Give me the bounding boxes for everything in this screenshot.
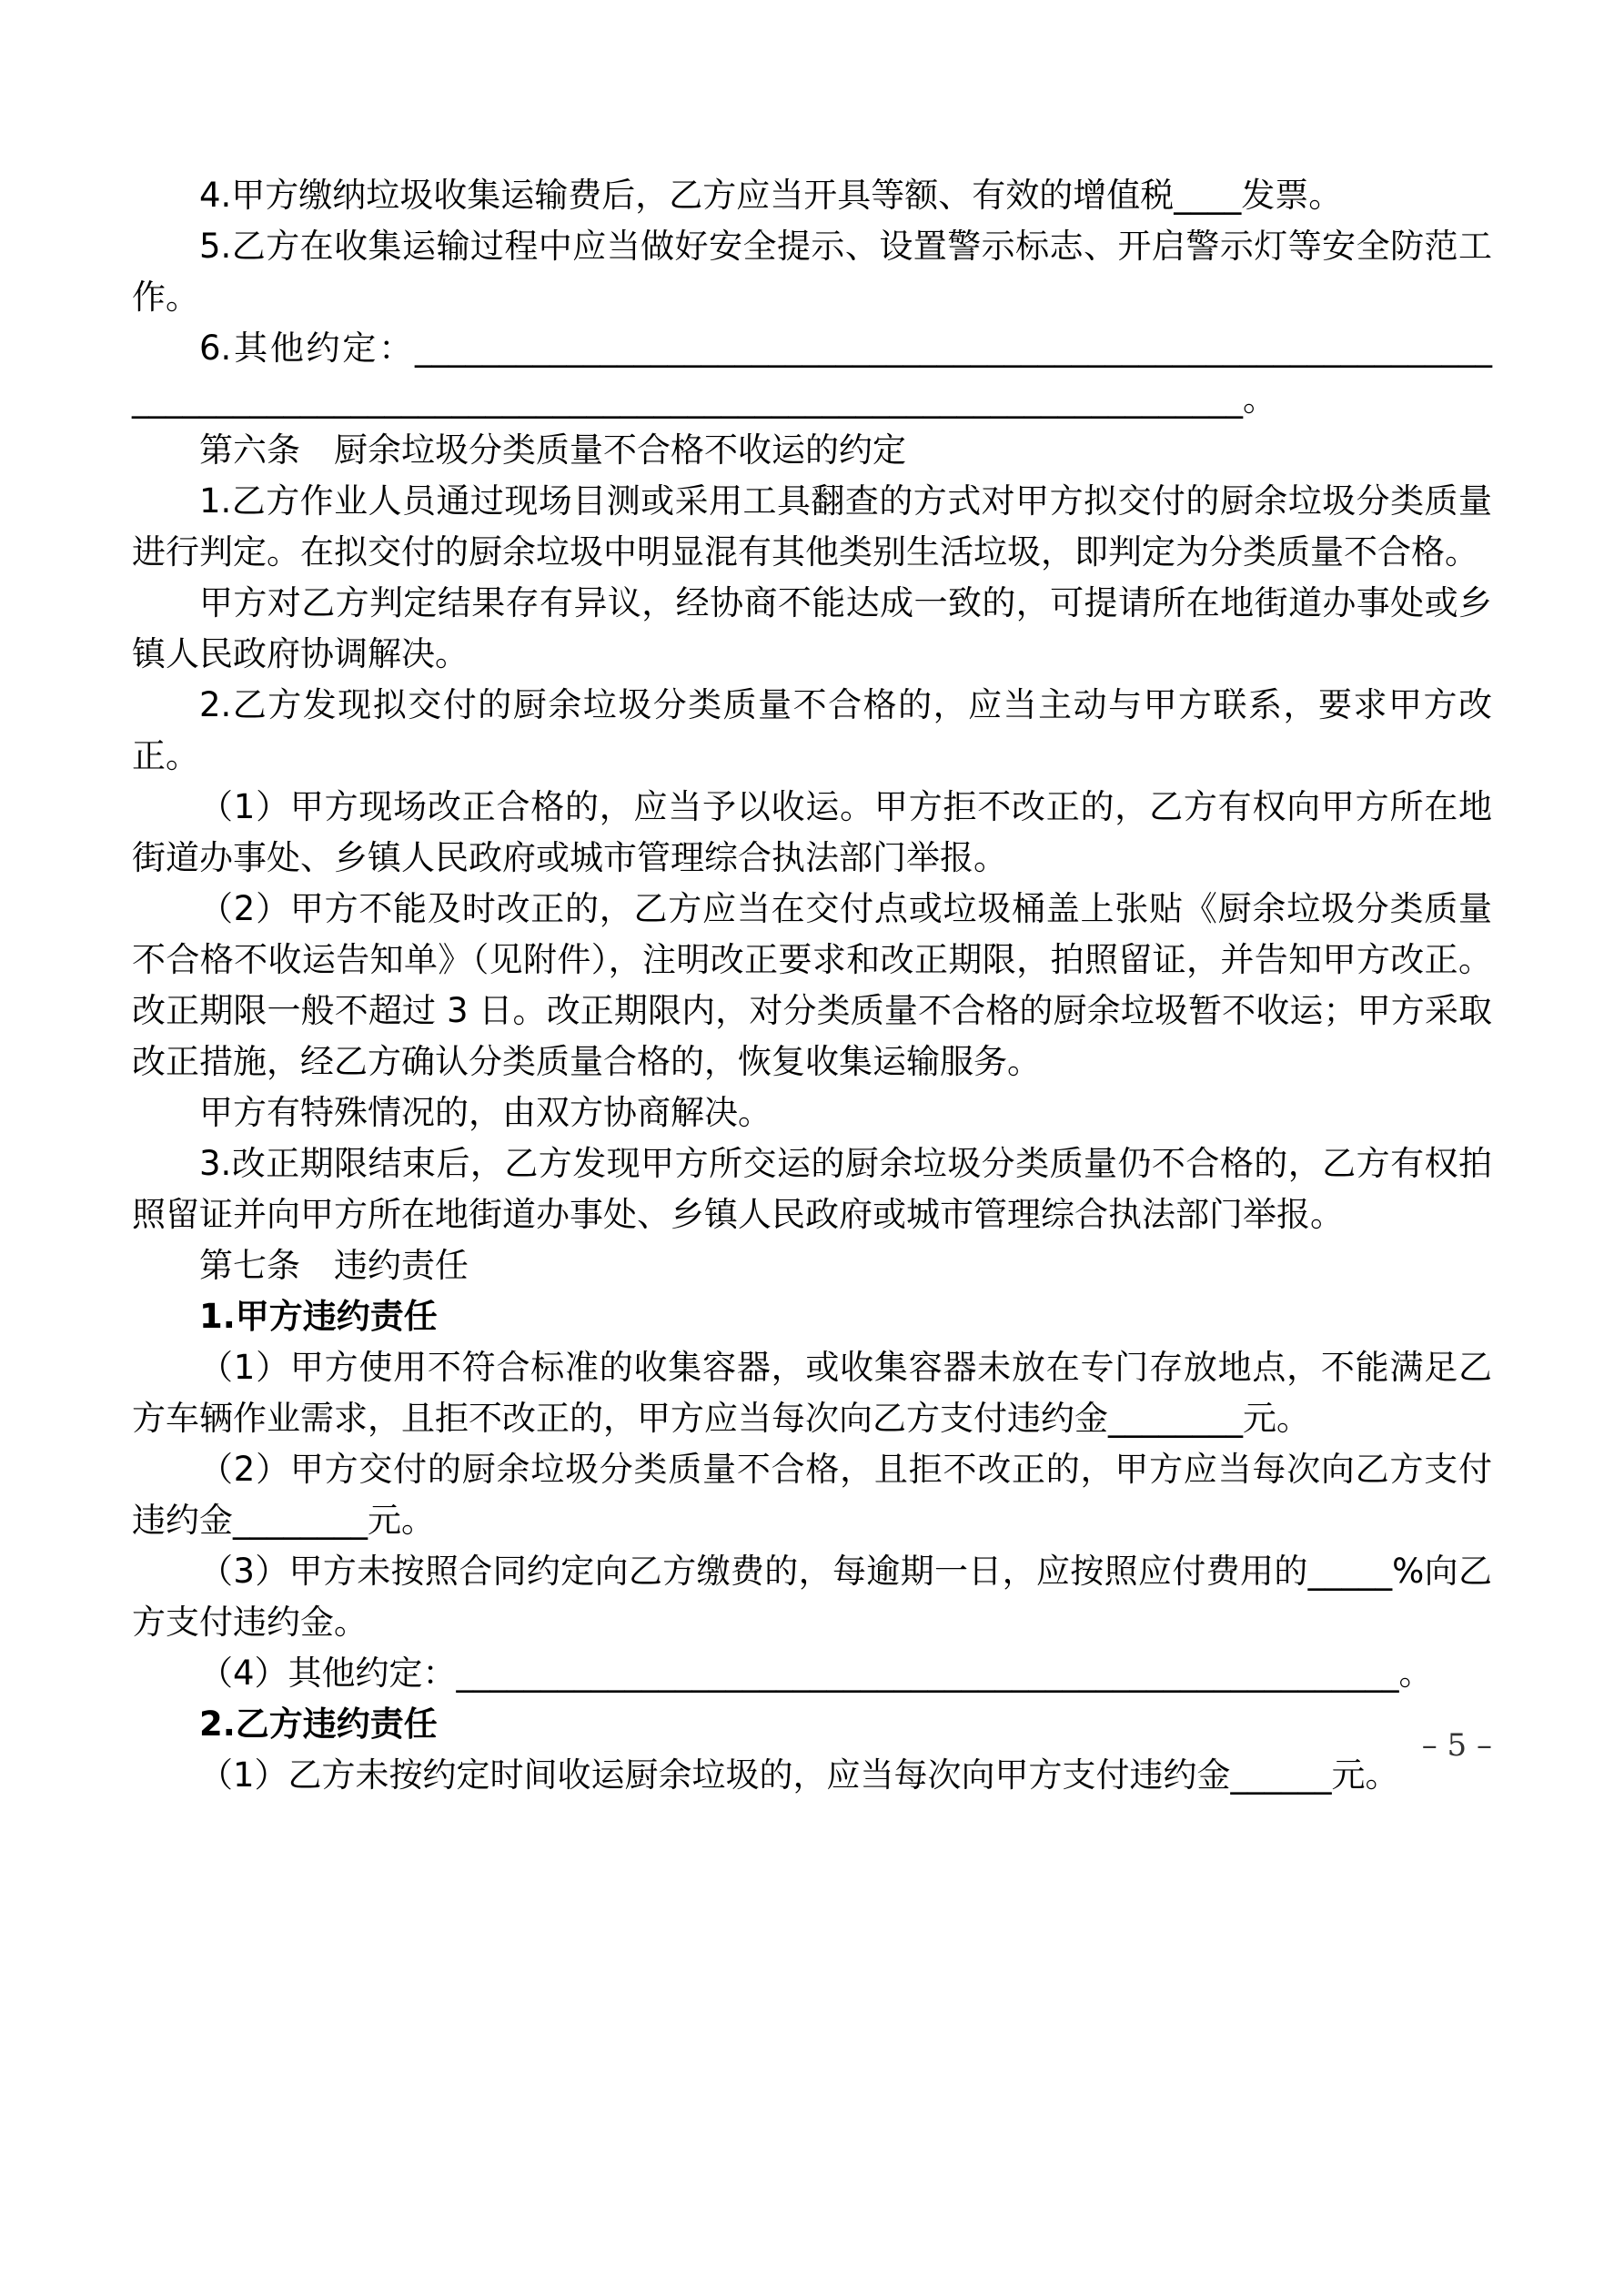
paragraph-party-a-liability-3: （3）甲方未按照合同约定向乙方缴费的，每逾期一日，应按照应付费用的_____%向乙方支付违约金。: [132, 1552, 1492, 1642]
page-number: – 5 –: [1421, 1727, 1492, 1764]
paragraph-article-6-special-case: 甲方有特殊情况的，由双方协商解决。: [199, 1093, 772, 1132]
paragraph-clause-4-invoice: 4.甲方缴纳垃圾收集运输费后，乙方应当开具等额、有效的增值税____发票。: [199, 176, 1343, 215]
paragraph-article-6-item-1: 1.乙方作业人员通过现场目测或采用工具翻查的方式对甲方拟交付的厨余垃圾分类质量进行判定。在拟交付的厨余垃圾中明显混有其他类别生活垃圾，即判定为分类质量不合格。: [132, 481, 1492, 571]
paragraph-article-6-item-3: 3.改正期限结束后，乙方发现甲方所交运的厨余垃圾分类质量仍不合格的，乙方有权拍照留证并向甲方所在地街道办事处、乡镇人民政府或城市管理综合执法部门举报。: [132, 1144, 1492, 1234]
paragraph-party-a-liability-4: （4）其他约定：________________________________________________________。: [199, 1654, 1433, 1693]
paragraph-article-6-item-2-sub-2: （2）甲方不能及时改正的，乙方应当在交付点或垃圾桶盖上张贴《厨余垃圾分类质量不合格不收运告知单》（见附件），注明改正要求和改正期限，拍照留证，并告知甲方改正。改正期限一般不超过 3 日。改正期限内，对分类质量不合格的厨余垃圾暂不收运；甲方采取改正措施，经乙方确认分类质量合格的，恢复收集运输服务。: [132, 889, 1492, 1081]
article-6-heading: 第六条 厨余垃圾分类质量不合格不收运的约定: [199, 430, 906, 470]
paragraph-clause-5-safety: 5.乙方在收集运输过程中应当做好安全提示、设置警示标志、开启警示灯等安全防范工作。: [132, 227, 1492, 317]
party-a-liability-heading: 1.甲方违约责任: [199, 1297, 438, 1336]
paragraph-party-a-liability-2: （2）甲方交付的厨余垃圾分类质量不合格，且拒不改正的，甲方应当每次向乙方支付违约金________元。: [132, 1450, 1492, 1540]
paragraph-article-6-item-2-sub-1: （1）甲方现场改正合格的，应当予以收运。甲方拒不改正的，乙方有权向甲方所在地街道办事处、乡镇人民政府或城市管理综合执法部门举报。: [132, 787, 1492, 877]
paragraph-article-6-item-1-dispute: 甲方对乙方判定结果存有异议，经协商不能达成一致的，可提请所在地街道办事处或乡镇人民政府协调解决。: [132, 583, 1492, 673]
party-b-liability-heading: 2.乙方违约责任: [199, 1704, 438, 1744]
paragraph-clause-6-other-agreement: 6.其他约定：__________________________________________________________________________________________________________________________________。: [132, 329, 1492, 419]
paragraph-party-b-liability-1: （1）乙方未按约定时间收运厨余垃圾的，应当每次向甲方支付违约金______元。: [199, 1755, 1399, 1795]
article-7-heading: 第七条 违约责任: [199, 1246, 469, 1285]
document-body: [132, 170, 1492, 1801]
paragraph-article-6-item-2: 2.乙方发现拟交付的厨余垃圾分类质量不合格的，应当主动与甲方联系，要求甲方改正。: [132, 685, 1492, 775]
paragraph-party-a-liability-1: （1）甲方使用不符合标准的收集容器，或收集容器未放在专门存放地点，不能满足乙方车辆作业需求，且拒不改正的，甲方应当每次向乙方支付违约金________元。: [132, 1348, 1492, 1438]
